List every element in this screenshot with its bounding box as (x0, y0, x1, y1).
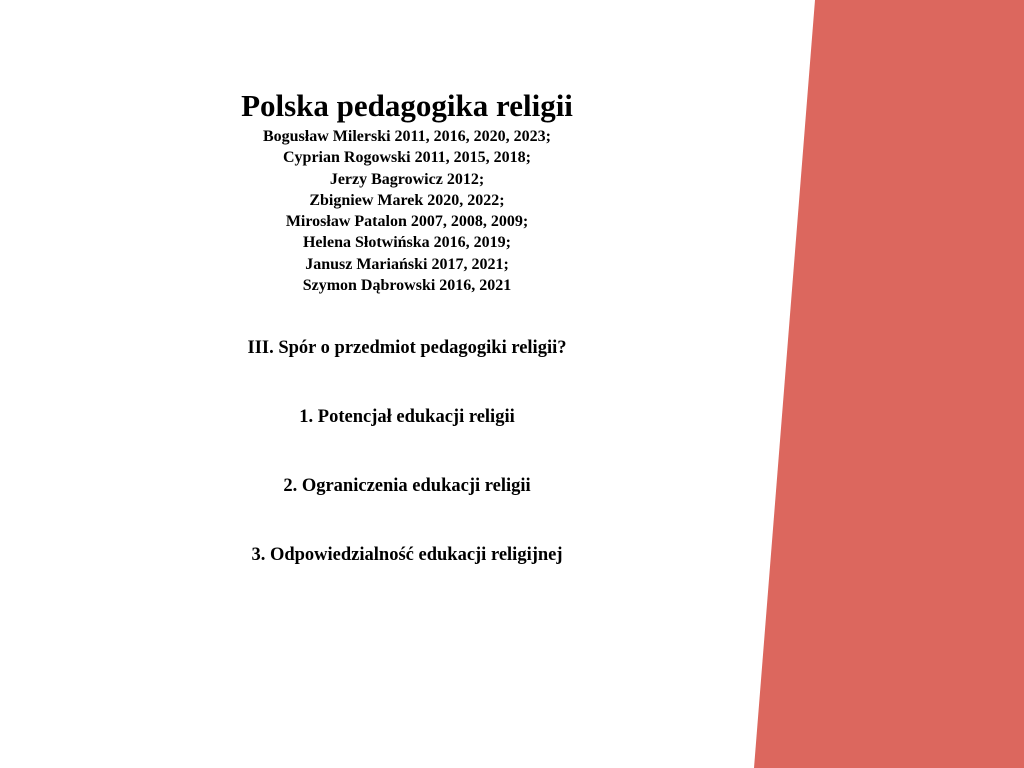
author-item: Mirosław Patalon 2007, 2008, 2009; (285, 213, 529, 231)
slide-content (195, 86, 619, 567)
author-item: Bogusław Milerski 2011, 2016, 2020, 2023; (262, 128, 551, 145)
authors-list (195, 126, 619, 296)
point-potential: 1. Potencjał edukacji religii (299, 407, 515, 428)
author-item: Helena Słotwińska 2016, 2019; (302, 234, 511, 252)
point-limitations: 2. Ograniczenia edukacji religii (283, 476, 531, 497)
author-item: Cyprian Rogowski 2011, 2015, 2018; (282, 149, 532, 167)
author-item: Jerzy Bagrowicz 2012; (329, 170, 485, 188)
author-item: Janusz Mariański 2017, 2021; (305, 255, 509, 273)
author-item: Zbigniew Marek 2020, 2022; (309, 191, 505, 209)
point-responsibility: 3. Odpowiedzialność edukacji religijnej (251, 545, 563, 566)
section-heading: III. Spór o przedmiot pedagogiki religii? (247, 338, 567, 359)
author-item: Szymon Dąbrowski 2016, 2021 (302, 277, 512, 295)
accent-polygon (754, 0, 1024, 768)
slide-title: Polska pedagogika religii (241, 88, 573, 123)
